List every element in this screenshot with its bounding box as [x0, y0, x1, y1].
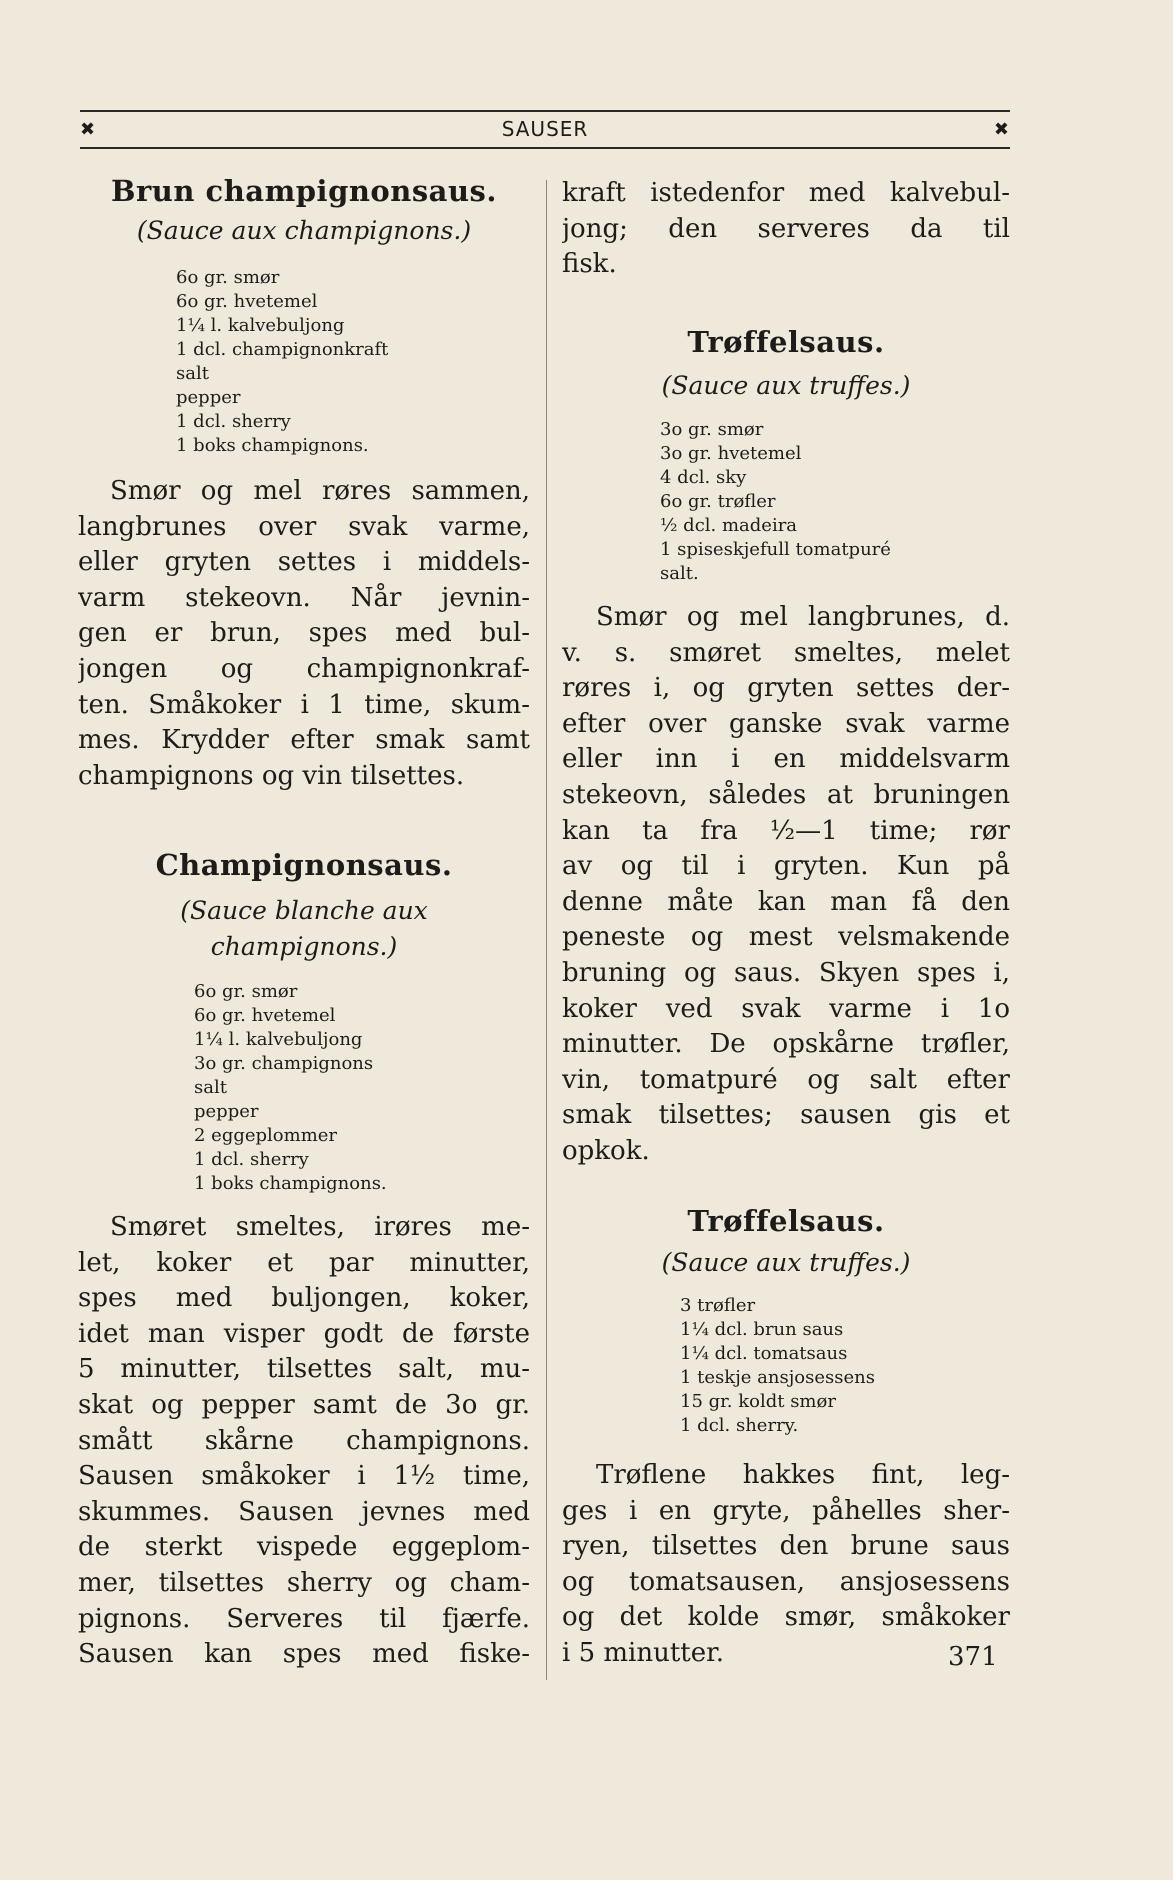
text-line: av og til i gryten. Kun på [562, 851, 1010, 882]
text-line: kraft istedenfor med kalvebul- [562, 178, 1010, 208]
ingredient: 1 boks champignons. [176, 435, 369, 456]
text-line: jongen og champignonkraf- [78, 653, 530, 684]
ingredient: 15 gr. koldt smør [680, 1391, 836, 1412]
text-line: skummes. Sausen jevnes med [78, 1496, 530, 1527]
ingredient: 1 boks champignons. [194, 1173, 387, 1194]
ingredient: 4 dcl. sky [660, 467, 747, 488]
text-line: 5 minutter, tilsettes salt, mu- [78, 1354, 530, 1385]
text-line: langbrunes over svak varme, [78, 511, 530, 542]
text-line: gen er brun, spes med bul- [78, 618, 530, 649]
ingredient: ½ dcl. madeira [660, 515, 798, 536]
cross-ornament-icon: ✖ [993, 118, 1010, 140]
text-line: ges i en gryte, påhelles sher- [562, 1495, 1010, 1526]
text-line: let, koker et par minutter, [78, 1247, 530, 1278]
text-line: peneste og mest velsmakende [562, 922, 1010, 953]
recipe-subtitle: (Sauce blanche aux [180, 896, 428, 925]
text-line: kan ta fra ½—1 time; rør [562, 815, 1010, 846]
text-line: skat og pepper samt de 3o gr. [78, 1389, 530, 1420]
recipe-title: Trøffelsaus. [687, 1204, 885, 1238]
ingredient: 6o gr. trøfler [660, 491, 776, 512]
recipe-title: Champignonsaus. [155, 848, 453, 882]
ingredient-list [176, 266, 388, 458]
text-line: jong; den serveres da til [562, 213, 1010, 244]
page-number: 371 [948, 1642, 998, 1672]
text-line: ryen, tilsettes den brune saus [562, 1531, 1010, 1562]
running-head [80, 114, 1010, 144]
ingredient: 1¼ l. kalvebuljong [194, 1029, 363, 1050]
text-line: denne måte kan man få den [562, 886, 1010, 917]
ingredient: 1¼ dcl. brun saus [680, 1319, 844, 1340]
text-line: efter over ganske svak varme [562, 708, 1010, 739]
text-line: Smøret smeltes, irøres me- [110, 1212, 530, 1242]
text-line: varm stekeovn. Når jevnin- [78, 582, 530, 613]
text-line: smått skårne champignons. [78, 1425, 530, 1456]
text-line: stekeovn, således at bruningen [562, 779, 1010, 810]
continued-text [562, 176, 1010, 283]
text-line: røres i, og gryten settes der- [562, 673, 1010, 704]
text-line: v. s. smøret smeltes, melet [562, 637, 1010, 668]
text-line: smak tilsettes; sausen gis et [562, 1100, 1010, 1131]
recipe-subtitle: (Sauce aux truffes.) [661, 371, 911, 400]
top-rule [80, 110, 1010, 112]
text-line: idet man visper godt de første [78, 1318, 530, 1349]
text-line: Smør og mel røres sammen, [110, 476, 530, 506]
text-line: mer, tilsettes sherry og cham- [78, 1567, 530, 1598]
ingredient: 1 dcl. sherry [194, 1149, 309, 1170]
text-line: champignons og vin tilsettes. [78, 760, 465, 791]
recipe-subtitle: (Sauce aux champignons.) [136, 216, 472, 245]
ingredient: 6o gr. hvetemel [176, 291, 318, 312]
ingredient: salt. [660, 563, 699, 584]
ingredient: 1 dcl. sherry. [680, 1415, 799, 1436]
text-line: mes. Krydder efter smak samt [78, 725, 530, 756]
text-line: Sausen småkoker i 1½ time, [78, 1461, 530, 1492]
text-line: pignons. Serveres til fjærfe. [78, 1603, 530, 1634]
text-line: fisk. [562, 249, 617, 280]
text-line: Trøflene hakkes fint, leg- [596, 1460, 1010, 1490]
recipe-instructions [562, 1458, 1010, 1672]
ingredient: 3o gr. champignons [194, 1053, 374, 1074]
text-line: bruning og saus. Skyen spes i, [562, 957, 1010, 988]
ingredient: salt [176, 363, 209, 384]
text-line: og tomatsausen, ansjosessens [562, 1566, 1010, 1597]
ingredient: 3 trøfler [680, 1295, 756, 1316]
ingredient: 1¼ dcl. tomatsaus [680, 1343, 848, 1364]
ingredient: 1 dcl. champignonkraft [176, 339, 389, 360]
text-line: i 5 minutter. [562, 1637, 724, 1668]
ingredient: 1¼ l. kalvebuljong [176, 315, 345, 336]
text-line: minutter. De opskårne trøfler, [562, 1029, 1010, 1060]
ingredient: 3o gr. hvetemel [660, 443, 802, 464]
text-line: eller inn i en middelsvarm [562, 744, 1010, 775]
ingredient: 6o gr. smør [176, 267, 280, 288]
ingredient: 1 spiseskjefull tomatpuré [660, 539, 891, 560]
recipe-subtitle: champignons.) [210, 932, 398, 961]
column-divider [546, 180, 547, 1680]
ingredient-list [194, 980, 387, 1196]
ingredient: salt [194, 1077, 227, 1098]
cross-ornament-icon: ✖ [80, 118, 97, 140]
ingredient: pepper [194, 1101, 259, 1122]
text-line: spes med buljongen, koker, [78, 1283, 530, 1314]
text-line: ten. Småkoker i 1 time, skum- [78, 689, 530, 720]
ingredient: 6o gr. hvetemel [194, 1005, 336, 1026]
recipe-instructions [562, 600, 1010, 1170]
ingredient: 6o gr. smør [194, 981, 298, 1002]
text-line: Sausen kan spes med fiske- [78, 1639, 530, 1670]
text-line: og det kolde smør, småkoker [562, 1602, 1010, 1633]
ingredient-list [660, 418, 891, 586]
recipe-instructions [78, 1210, 530, 1673]
text-line: Smør og mel langbrunes, d. [596, 602, 1010, 632]
ingredient: 2 eggeplommer [194, 1125, 338, 1146]
ingredient: 1 teskje ansjosessens [680, 1367, 875, 1388]
text-line: opkok. [562, 1135, 650, 1166]
header-rule [80, 147, 1010, 149]
ingredient: pepper [176, 387, 241, 408]
recipe-title: Brun champignonsaus. [111, 174, 497, 208]
recipe-title: Trøffelsaus. [687, 325, 885, 359]
ingredient-list [680, 1294, 875, 1438]
text-line: koker ved svak varme i 1o [562, 993, 1010, 1024]
running-head-title: SAUSER [501, 117, 589, 141]
ingredient: 3o gr. smør [660, 419, 764, 440]
ingredient: 1 dcl. sherry [176, 411, 291, 432]
recipe-instructions [78, 474, 530, 794]
recipe-subtitle: (Sauce aux truffes.) [661, 1248, 911, 1277]
text-line: vin, tomatpuré og salt efter [562, 1064, 1010, 1095]
text-line: eller gryten settes i middels- [78, 547, 530, 578]
text-line: de sterkt vispede eggeplom- [78, 1532, 530, 1563]
